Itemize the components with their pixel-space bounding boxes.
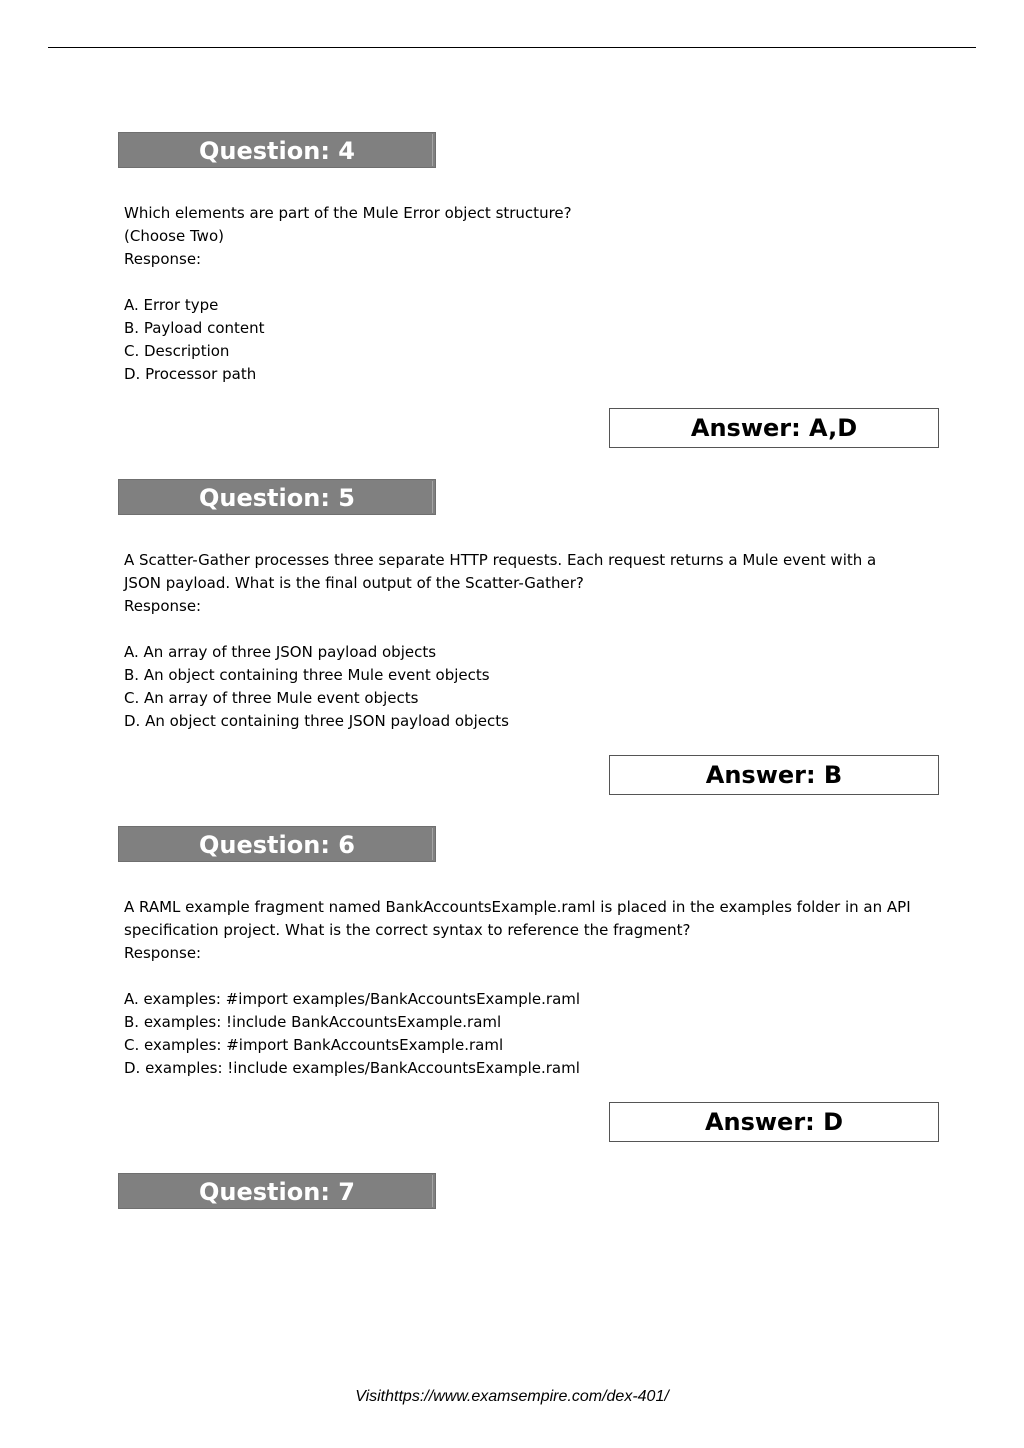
question-text bbox=[124, 549, 940, 618]
option-item: B. Payload content bbox=[124, 319, 265, 337]
option-item: A. Error type bbox=[124, 296, 219, 314]
option-item: A. An array of three JSON payload objects bbox=[124, 643, 437, 661]
question-line: (Choose Two) bbox=[124, 227, 224, 245]
option-item: C. An array of three Mule event objects bbox=[124, 689, 419, 707]
question-header: Question: 7 bbox=[118, 1173, 436, 1209]
question-line: JSON payload. What is the final output of the Scatter-Gather? bbox=[124, 574, 584, 592]
option-item: B. examples: !include BankAccountsExample.raml bbox=[124, 1013, 502, 1031]
question-line: A RAML example fragment named BankAccountsExample.raml is placed in the examples folder in an API bbox=[124, 898, 911, 916]
footer-link-text: Visithttps://www.examsempire.com/dex-401/ bbox=[355, 1388, 669, 1405]
option-item: D. examples: !include examples/BankAccountsExample.raml bbox=[124, 1059, 580, 1077]
option-item: C. examples: #import BankAccountsExample.raml bbox=[124, 1036, 504, 1054]
question-block-6 bbox=[118, 826, 940, 1080]
top-rule bbox=[48, 47, 976, 48]
answer-box-5: Answer: B bbox=[609, 755, 939, 795]
answer-box-4: Answer: A,D bbox=[609, 408, 939, 448]
question-block-5 bbox=[118, 479, 940, 733]
question-header: Question: 4 bbox=[118, 132, 436, 168]
question-line: Response: bbox=[124, 250, 202, 268]
question-block-4 bbox=[118, 132, 940, 386]
option-item: D. An object containing three JSON payload objects bbox=[124, 712, 509, 730]
options-list bbox=[124, 294, 940, 386]
question-line: Response: bbox=[124, 597, 202, 615]
question-header: Question: 5 bbox=[118, 479, 436, 515]
options-list bbox=[124, 641, 940, 733]
answer-box-6: Answer: D bbox=[609, 1102, 939, 1142]
option-item: C. Description bbox=[124, 342, 230, 360]
option-item: B. An object containing three Mule event objects bbox=[124, 666, 490, 684]
option-item: A. examples: #import examples/BankAccountsExample.raml bbox=[124, 990, 581, 1008]
question-line: specification project. What is the correct syntax to reference the fragment? bbox=[124, 921, 691, 939]
question-block-7 bbox=[118, 1173, 940, 1209]
question-line: Which elements are part of the Mule Error object structure? bbox=[124, 204, 572, 222]
question-header: Question: 6 bbox=[118, 826, 436, 862]
question-line: A Scatter-Gather processes three separate HTTP requests. Each request returns a Mule event with a bbox=[124, 551, 877, 569]
options-list bbox=[124, 988, 940, 1080]
question-text bbox=[124, 896, 940, 965]
question-line: Response: bbox=[124, 944, 202, 962]
question-text bbox=[124, 202, 940, 271]
option-item: D. Processor path bbox=[124, 365, 257, 383]
